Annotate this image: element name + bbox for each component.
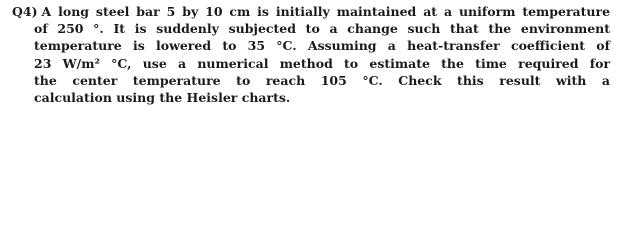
question-text-line-4: 23 W/m² °C, use a numerical method to estimate the time required for bbox=[34, 55, 611, 71]
question-label: Q4) bbox=[12, 4, 38, 19]
question-text-line-6: calculation using the Heisler charts. bbox=[34, 90, 291, 106]
question-text-line-3: temperature is lowered to 35 °C. Assuming a heat-transfer coefficient of bbox=[34, 38, 611, 54]
question-line-2 bbox=[12, 20, 612, 37]
question-line-4 bbox=[12, 55, 612, 72]
question-line-5 bbox=[12, 72, 612, 89]
question-text-line-1: A long steel bar 5 by 10 cm is initially maintained at a uniform temperature bbox=[41, 4, 611, 19]
question-text-line-2: of 250 °. It is suddenly subjected to a change such that the environment bbox=[34, 21, 611, 37]
question-text-line-5: the center temperature to reach 105 °C. Check this result with a bbox=[34, 72, 611, 88]
question-line-3 bbox=[12, 37, 612, 54]
question-line-1 bbox=[12, 3, 612, 20]
question-block bbox=[12, 3, 612, 106]
question-line-6 bbox=[12, 89, 612, 106]
